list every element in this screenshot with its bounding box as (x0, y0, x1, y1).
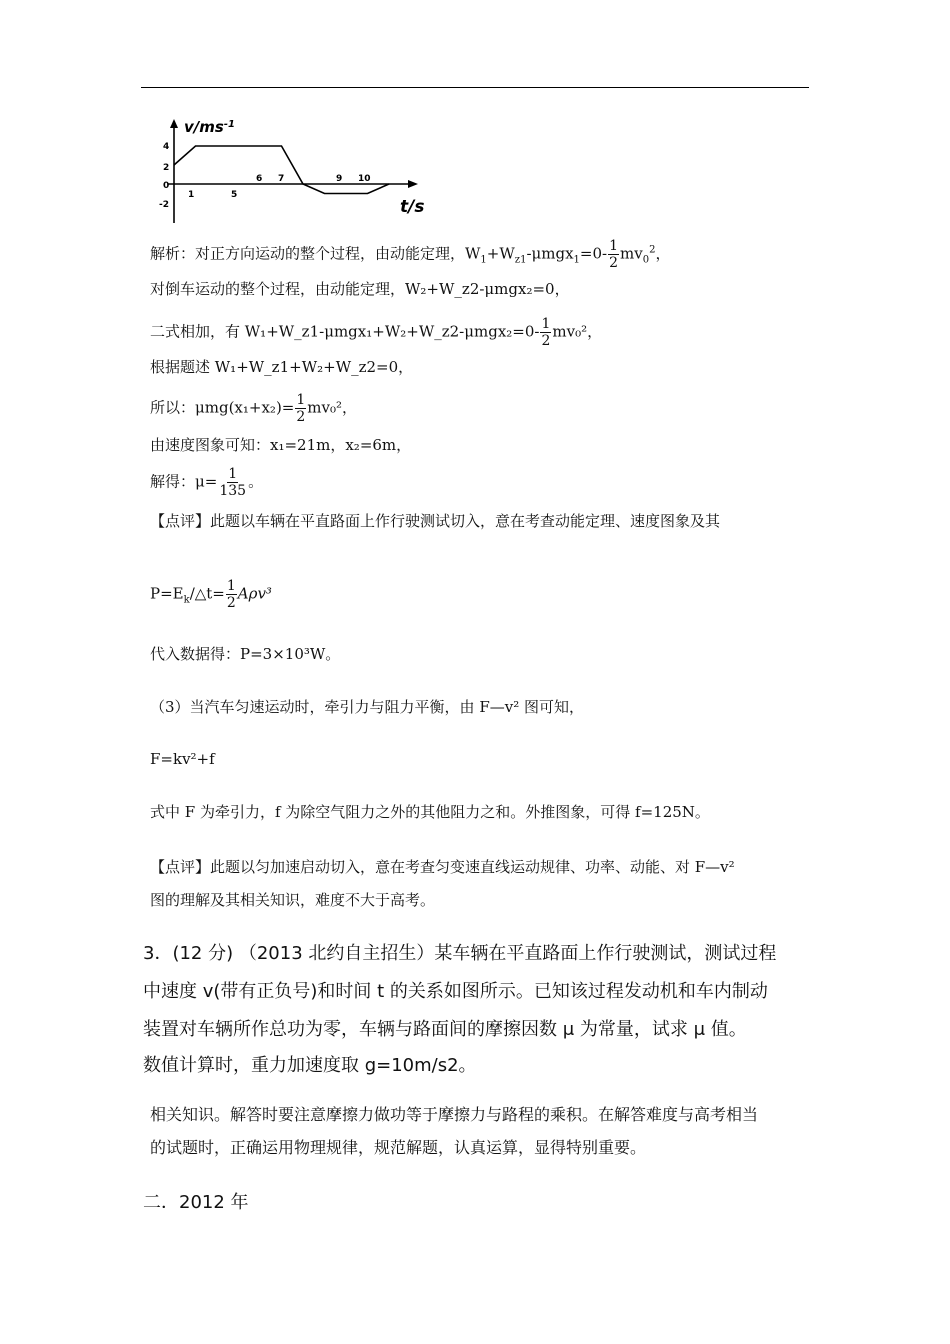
y-axis-arrow (170, 119, 178, 128)
solution-line-4: 根据题述 W₁+W_z1+W₂+W_z2=0， (150, 358, 414, 376)
question-line-3: 装置对车辆所作总功为零，车辆与路面间的摩擦因数 μ 为常量，试求 μ 值。 (143, 1019, 747, 1040)
fraction: $\frac{1}{2}$ (226, 578, 236, 611)
y-axis-label: $v/ms^{-1}$ (184, 118, 235, 136)
x-axis-label: t/s (400, 197, 425, 217)
question-line-2: 中速度 v(带有正负号)和时间 t 的关系如图所示。已知该过程发动机和车内制动 (143, 981, 768, 1002)
power-comment-2: 图的理解及其相关知识，难度不大于高考。 (150, 891, 436, 909)
header-rule (141, 87, 809, 88)
solution-line-5: 所以：μmg(x₁+x₂)= $\frac{1}{2}$ mv₀²， (150, 392, 358, 425)
solution-line-7: 解得：μ= $\frac{1}{135}$ 。 (150, 466, 264, 499)
power-explain: 式中 F 为牵引力，f 为除空气阻力之外的其他阻力之和。外推图象，可得 f=125N。 (150, 803, 710, 821)
velocity-time-graph (150, 115, 440, 225)
fraction: $\frac{1}{135}$ (219, 466, 247, 499)
knowledge-line-1: 相关知识。解答时要注意摩擦力做功等于摩擦力与路程的乘积。在解答难度与高考相当 (150, 1105, 759, 1124)
y-tick-4: 4 (163, 142, 170, 152)
fraction: $\frac{1}{2}$ (541, 316, 551, 349)
x-axis-arrow (408, 180, 418, 188)
y-tick-2: 2 (163, 163, 170, 173)
question-line-1: 3．(12 分) （2013 北约自主招生）某车辆在平直路面上作行驶测试，测试过程 (143, 943, 777, 964)
question-line-4: 数值计算时，重力加速度取 g=10m/s2。 (143, 1055, 477, 1076)
x-tick-1: 1 (188, 190, 195, 200)
power-comment-1: 【点评】此题以匀加速启动切入，意在考查匀变速直线运动规律、功率、动能、对 F—v² (150, 858, 735, 876)
x-tick-10: 10 (358, 174, 371, 184)
solution-comment: 【点评】此题以车辆在平直路面上作行驶测试切入，意在考查动能定理、速度图象及其 (150, 512, 721, 530)
fraction: $\frac{1}{2}$ (609, 238, 619, 271)
solution-line-1: 解析：对正方向运动的整个过程，由动能定理，$W_1+W_{z1}-\mu mgx_1=0-$ $\frac{1}{2}$ $mv_0^2$， (150, 238, 671, 271)
fraction: $\frac{1}{2}$ (296, 392, 306, 425)
power-formula: $P=E_k/\triangle t=$ $\frac{1}{2}$ Aρv³ (150, 578, 272, 611)
power-result: 代入数据得：P=3×10³W。 (150, 645, 341, 663)
power-formula2: F=kv²+f (150, 750, 215, 768)
y-tick-0: 0 (163, 181, 170, 191)
x-tick-5: 5 (231, 190, 238, 200)
x-tick-6: 6 (256, 174, 263, 184)
solution-line-6: 由速度图象可知：x₁=21m，x₂=6m， (150, 436, 412, 454)
knowledge-line-2: 的试题时，正确运用物理规律，规范解题，认真运算，显得特别重要。 (150, 1138, 647, 1157)
solution-line-2: 对倒车运动的整个过程，由动能定理，W₂+W_z2-μmgx₂=0， (150, 280, 570, 298)
section-heading: 二．2012 年 (143, 1192, 249, 1213)
velocity-series-line (174, 146, 389, 194)
solution-line-3: 二式相加，有 W₁+W_z1-μmgx₁+W₂+W_z2-μmgx₂=0- $\frac{1}{2}$ mv₀²， (150, 316, 603, 349)
x-tick-9: 9 (336, 174, 343, 184)
x-tick-7: 7 (278, 174, 285, 184)
y-tick-neg2: -2 (159, 200, 169, 210)
power-step3: （3）当汽车匀速运动时，牵引力与阻力平衡，由 F—v² 图可知， (150, 698, 584, 716)
